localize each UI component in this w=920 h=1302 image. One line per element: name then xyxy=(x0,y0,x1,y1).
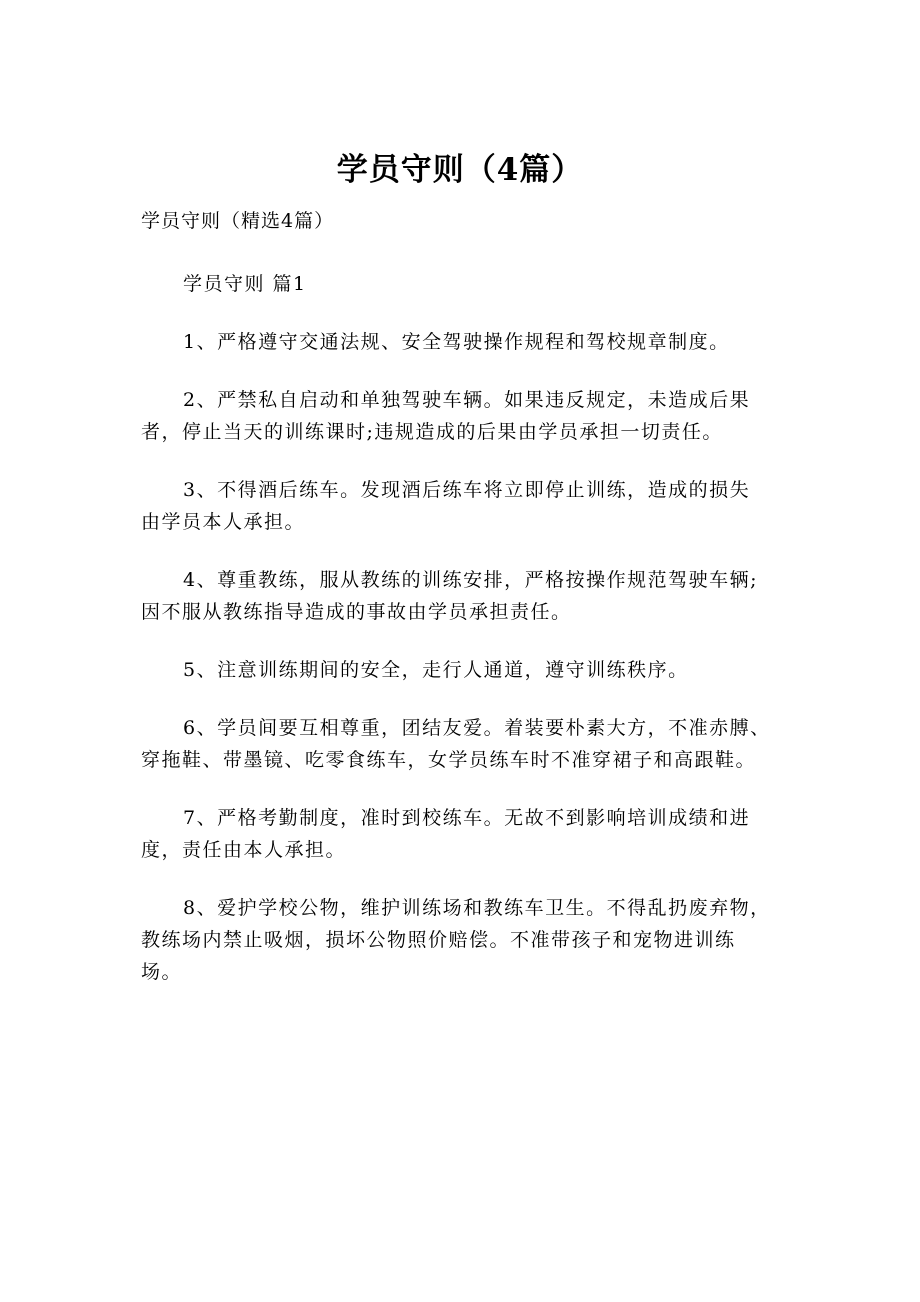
paragraph-line: 度，责任由本人承担。 xyxy=(141,839,347,861)
paragraph-line: 者，停止当天的训练课时;违规造成的后果由学员承担一切责任。 xyxy=(141,421,723,443)
paragraph-line: 由学员本人承担。 xyxy=(141,511,306,533)
paragraph-line: 穿拖鞋、带墨镜、吃零食练车，女学员练车时不准穿裙子和高跟鞋。 xyxy=(141,749,757,771)
paragraph-gap xyxy=(141,686,801,712)
paragraph xyxy=(141,892,801,988)
paragraph-gap xyxy=(141,538,801,564)
paragraph-gap xyxy=(141,776,801,802)
paragraph-line: 场。 xyxy=(141,961,183,983)
paragraph xyxy=(141,712,801,776)
paragraph-gap xyxy=(141,358,801,384)
paragraph-line: 7、严格考勤制度，准时到校练车。无故不到影响培训成绩和进 xyxy=(183,807,751,829)
paragraph-line: 8、爱护学校公物，维护训练场和教练车卫生。不得乱扔废弃物， xyxy=(183,897,771,919)
paragraph-line: 6、学员间要互相尊重，团结友爱。着装要朴素大方，不准赤膊、 xyxy=(183,717,771,739)
paragraph-line: 3、不得酒后练车。发现酒后练车将立即停止训练，造成的损失 xyxy=(183,479,751,501)
paragraph xyxy=(141,474,801,538)
paragraph xyxy=(141,802,801,866)
paragraph-line: 因不服从教练指导造成的事故由学员承担责任。 xyxy=(141,601,572,623)
paragraph-line: 5、注意训练期间的安全，走行人通道，遵守训练秩序。 xyxy=(183,659,689,681)
paragraph-gap xyxy=(141,628,801,654)
paragraph xyxy=(141,326,801,358)
paragraph xyxy=(141,384,801,448)
section-heading-text: 学员守则 篇1 xyxy=(183,273,307,295)
document-title: 学员守则（4篇） xyxy=(336,152,584,188)
section-heading xyxy=(141,268,801,300)
paragraph-line: 教练场内禁止吸烟，损坏公物照价赔偿。不准带孩子和宠物进训练 xyxy=(141,929,736,951)
paragraph-line: 1、严格遵守交通法规、安全驾驶操作规程和驾校规章制度。 xyxy=(183,331,730,353)
paragraph-line: 4、尊重教练，服从教练的训练安排，严格按操作规范驾驶车辆; xyxy=(183,569,758,591)
paragraph xyxy=(141,654,801,686)
paragraph xyxy=(141,564,801,628)
paragraph-gap xyxy=(141,448,801,474)
document-subtitle: 学员守则（精选4篇） xyxy=(141,210,335,232)
paragraph-line: 2、严禁私自启动和单独驾驶车辆。如果违反规定，未造成后果 xyxy=(183,389,751,411)
paragraph-list xyxy=(141,326,801,988)
document-body xyxy=(141,268,801,988)
paragraph-gap xyxy=(141,866,801,892)
